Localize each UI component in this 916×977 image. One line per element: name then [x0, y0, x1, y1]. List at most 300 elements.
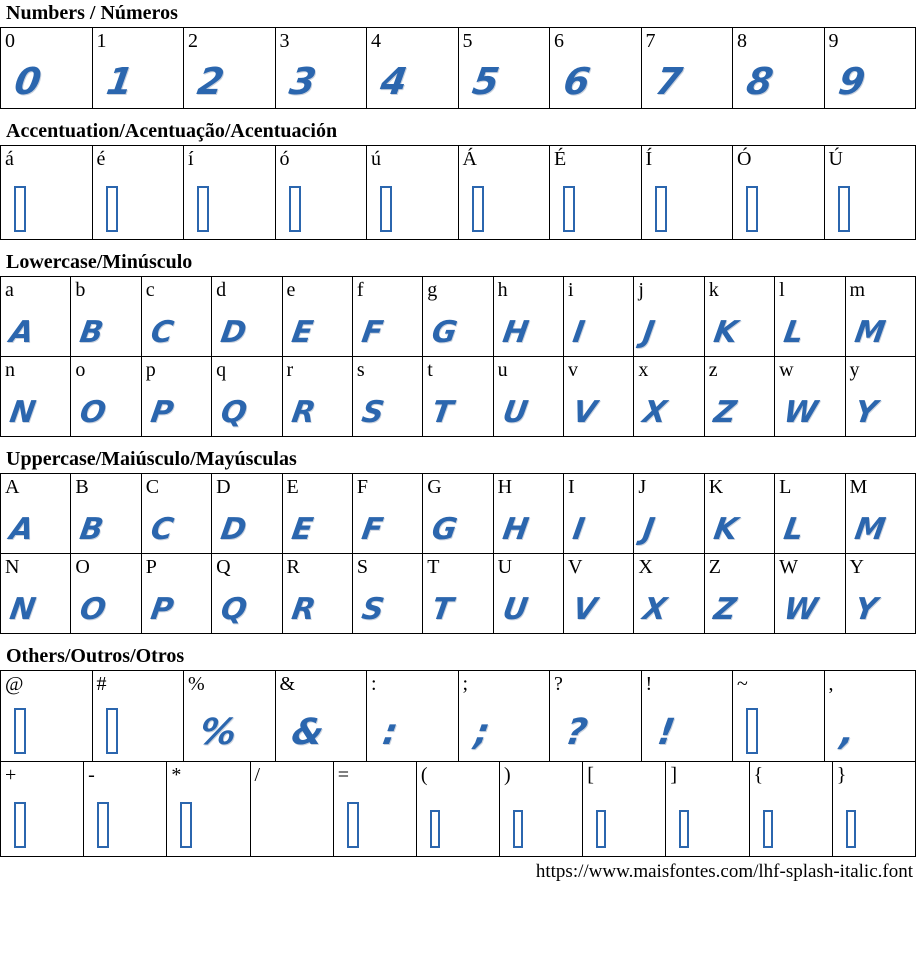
char-cell: [775, 357, 845, 437]
char-label: O: [75, 555, 89, 579]
missing-glyph-box: [347, 802, 359, 848]
char-cell: [142, 277, 212, 357]
char-label: U: [498, 555, 512, 579]
char-label: F: [357, 475, 368, 499]
missing-glyph-box: [14, 708, 26, 754]
missing-glyph-box: [763, 810, 773, 848]
char-glyph: S: [359, 398, 385, 428]
char-label: e: [287, 278, 296, 302]
char-cell: [353, 474, 423, 554]
char-label: -: [88, 763, 95, 787]
char-cell: [1, 474, 71, 554]
char-cell: [750, 762, 833, 857]
char-glyph: 4: [378, 63, 410, 100]
char-label: p: [146, 358, 156, 382]
char-cell: [71, 554, 141, 634]
char-glyph: 9: [836, 63, 868, 100]
char-label: i: [568, 278, 574, 302]
char-label: 6: [554, 29, 564, 53]
char-cell: [184, 146, 276, 240]
char-row: [1, 357, 916, 437]
char-label: f: [357, 278, 364, 302]
char-cell: [775, 277, 845, 357]
char-label: W: [779, 555, 798, 579]
char-glyph: 3: [287, 63, 319, 100]
char-glyph: G: [430, 318, 459, 348]
char-label: l: [779, 278, 785, 302]
char-glyph: N: [8, 595, 38, 625]
char-label: é: [97, 147, 106, 171]
char-label: ,: [829, 672, 834, 696]
char-label: s: [357, 358, 365, 382]
char-label: Ú: [829, 147, 843, 171]
char-cell: [494, 554, 564, 634]
char-label: z: [709, 358, 718, 382]
char-cell: [276, 28, 368, 109]
char-label: V: [568, 555, 582, 579]
char-cell: [550, 671, 642, 762]
char-cell: [353, 277, 423, 357]
char-cell: [417, 762, 500, 857]
char-label: v: [568, 358, 578, 382]
char-cell: [634, 474, 704, 554]
char-cell: [550, 146, 642, 240]
char-cell: [367, 28, 459, 109]
char-cell: [71, 357, 141, 437]
char-cell: [1, 28, 93, 109]
char-glyph: E: [289, 318, 314, 348]
char-glyph: E: [289, 515, 314, 545]
char-label: T: [427, 555, 439, 579]
char-cell: [142, 554, 212, 634]
char-cell: [84, 762, 167, 857]
char-glyph: D: [219, 318, 249, 348]
section-numbers: [0, 2, 916, 109]
char-cell: [212, 474, 282, 554]
char-cell: [1, 357, 71, 437]
char-label: %: [188, 672, 205, 696]
char-glyph: T: [430, 398, 455, 428]
char-label: y: [850, 358, 860, 382]
char-cell: [733, 28, 825, 109]
char-label: b: [75, 278, 85, 302]
char-label: 1: [97, 29, 107, 53]
missing-glyph-box: [14, 802, 26, 848]
char-glyph: K: [711, 318, 739, 348]
missing-glyph-box: [106, 708, 118, 754]
char-label: w: [779, 358, 793, 382]
char-cell: [775, 474, 845, 554]
glyph-table-lowercase: [0, 276, 916, 437]
char-label: É: [554, 147, 566, 171]
char-glyph: Q: [219, 398, 249, 428]
section-title-numbers: Numbers / Números: [6, 2, 916, 25]
char-label: &: [280, 672, 296, 696]
char-cell: [353, 357, 423, 437]
char-cell: [142, 474, 212, 554]
char-cell: [634, 357, 704, 437]
char-label: G: [427, 475, 441, 499]
char-label: D: [216, 475, 230, 499]
missing-glyph-box: [14, 186, 26, 232]
char-glyph: H: [500, 318, 530, 348]
char-cell: [93, 146, 185, 240]
char-cell: [500, 762, 583, 857]
section-others: [0, 645, 916, 857]
char-cell: [353, 554, 423, 634]
char-cell: [825, 28, 916, 109]
char-cell: [705, 474, 775, 554]
char-label: ó: [280, 147, 290, 171]
char-cell: [642, 28, 734, 109]
char-label: ]: [670, 763, 677, 787]
char-glyph: F: [359, 318, 384, 348]
char-glyph: R: [289, 595, 317, 625]
missing-glyph-box: [180, 802, 192, 848]
char-glyph: A: [8, 318, 36, 348]
char-cell: [459, 28, 551, 109]
char-label: á: [5, 147, 14, 171]
char-label: d: [216, 278, 226, 302]
char-cell: [634, 277, 704, 357]
char-cell: [93, 28, 185, 109]
char-cell: [423, 474, 493, 554]
char-label: K: [709, 475, 723, 499]
char-cell: [212, 357, 282, 437]
char-label: #: [97, 672, 107, 696]
char-label: 7: [646, 29, 656, 53]
section-title-others: Others/Outros/Otros: [6, 645, 916, 668]
char-row: [1, 554, 916, 634]
missing-glyph-box: [97, 802, 109, 848]
char-glyph: P: [148, 595, 175, 625]
char-glyph: 6: [561, 63, 593, 100]
char-cell: [583, 762, 666, 857]
missing-glyph-box: [563, 186, 575, 232]
char-label: P: [146, 555, 157, 579]
char-label: m: [850, 278, 866, 302]
char-cell: [1, 554, 71, 634]
char-label: N: [5, 555, 19, 579]
char-glyph: D: [219, 515, 249, 545]
char-cell: [825, 146, 916, 240]
char-cell: [705, 554, 775, 634]
char-label: I: [568, 475, 575, 499]
char-row: [1, 28, 916, 109]
char-glyph: U: [500, 398, 529, 428]
char-label: B: [75, 475, 88, 499]
char-label: í: [188, 147, 194, 171]
char-cell: [367, 146, 459, 240]
char-glyph: U: [500, 595, 529, 625]
missing-glyph-box: [472, 186, 484, 232]
char-cell: [459, 146, 551, 240]
char-cell: [1, 762, 84, 857]
missing-glyph-box: [289, 186, 301, 232]
char-glyph: 1: [104, 63, 136, 100]
char-label: *: [171, 763, 181, 787]
char-label: 2: [188, 29, 198, 53]
char-cell: [642, 146, 734, 240]
char-cell: [846, 277, 916, 357]
char-label: a: [5, 278, 14, 302]
char-label: }: [837, 763, 847, 787]
char-glyph: !: [655, 715, 677, 751]
missing-glyph-box: [838, 186, 850, 232]
char-cell: [423, 277, 493, 357]
char-cell: [775, 554, 845, 634]
glyph-table-uppercase: [0, 473, 916, 634]
char-cell: [167, 762, 250, 857]
missing-glyph-box: [513, 810, 523, 848]
char-cell: [283, 277, 353, 357]
char-label: g: [427, 278, 437, 302]
char-glyph: ?: [563, 715, 590, 751]
char-glyph: T: [430, 595, 455, 625]
char-label: h: [498, 278, 508, 302]
char-cell: [846, 357, 916, 437]
char-label: o: [75, 358, 85, 382]
char-label: [: [587, 763, 594, 787]
char-glyph: N: [8, 398, 38, 428]
char-cell: [550, 28, 642, 109]
char-glyph: J: [641, 318, 657, 348]
missing-glyph-box: [596, 810, 606, 848]
char-cell: [733, 146, 825, 240]
char-cell: [459, 671, 551, 762]
char-glyph: :: [380, 715, 400, 751]
char-row: [1, 671, 916, 762]
char-glyph: Y: [852, 398, 878, 428]
char-cell: [494, 474, 564, 554]
char-label: Á: [463, 147, 477, 171]
char-glyph: R: [289, 398, 317, 428]
char-glyph: L: [782, 515, 806, 545]
char-glyph: B: [78, 515, 106, 545]
char-cell: [184, 671, 276, 762]
char-glyph: O: [78, 398, 108, 428]
char-glyph: ;: [472, 715, 492, 751]
char-cell: [833, 762, 916, 857]
char-glyph: V: [571, 398, 599, 428]
char-cell: [666, 762, 749, 857]
char-glyph: H: [500, 515, 530, 545]
char-label: X: [638, 555, 652, 579]
char-cell: [251, 762, 334, 857]
char-glyph: W: [782, 595, 820, 625]
char-glyph: 7: [653, 63, 685, 100]
char-label: ;: [463, 672, 469, 696]
char-cell: [825, 671, 916, 762]
char-label: Y: [850, 555, 864, 579]
char-cell: [494, 277, 564, 357]
section-lowercase: [0, 251, 916, 437]
char-glyph: Y: [852, 595, 878, 625]
char-cell: [276, 146, 368, 240]
char-cell: [334, 762, 417, 857]
char-label: Í: [646, 147, 653, 171]
char-glyph: Q: [219, 595, 249, 625]
char-glyph: W: [782, 398, 820, 428]
char-glyph: X: [641, 398, 669, 428]
char-cell: [846, 474, 916, 554]
char-label: j: [638, 278, 644, 302]
char-label: 9: [829, 29, 839, 53]
char-label: H: [498, 475, 512, 499]
char-glyph: Z: [711, 595, 738, 625]
char-cell: [564, 554, 634, 634]
char-glyph: S: [359, 595, 385, 625]
glyph-table-others: [0, 670, 916, 857]
char-cell: [184, 28, 276, 109]
char-cell: [212, 554, 282, 634]
char-glyph: K: [711, 515, 739, 545]
missing-glyph-box: [846, 810, 856, 848]
char-glyph: X: [641, 595, 669, 625]
missing-glyph-box: [430, 810, 440, 848]
char-cell: [283, 474, 353, 554]
char-cell: [1, 277, 71, 357]
char-label: (: [421, 763, 428, 787]
char-label: A: [5, 475, 19, 499]
char-glyph: M: [852, 515, 887, 545]
char-label: E: [287, 475, 299, 499]
char-row: [1, 146, 916, 240]
char-label: c: [146, 278, 155, 302]
char-label: S: [357, 555, 368, 579]
char-glyph: 0: [12, 63, 44, 100]
char-cell: [564, 474, 634, 554]
char-glyph: I: [571, 318, 587, 348]
char-cell: [283, 554, 353, 634]
char-glyph: L: [782, 318, 806, 348]
missing-glyph-box: [746, 708, 758, 754]
section-accentuation: [0, 120, 916, 240]
char-cell: [705, 357, 775, 437]
char-label: {: [754, 763, 764, 787]
char-cell: [642, 671, 734, 762]
char-label: n: [5, 358, 15, 382]
char-label: Z: [709, 555, 721, 579]
section-title-uppercase: Uppercase/Maiúsculo/Mayúsculas: [6, 448, 916, 471]
char-label: J: [638, 475, 646, 499]
char-glyph: J: [641, 515, 657, 545]
missing-glyph-box: [197, 186, 209, 232]
char-glyph: &: [289, 715, 326, 751]
char-cell: [71, 277, 141, 357]
char-label: =: [338, 763, 349, 787]
char-label: L: [779, 475, 791, 499]
char-row: [1, 277, 916, 357]
missing-glyph-box: [106, 186, 118, 232]
char-label: u: [498, 358, 508, 382]
char-label: ?: [554, 672, 563, 696]
char-label: !: [646, 672, 653, 696]
char-label: ): [504, 763, 511, 787]
char-glyph: %: [197, 715, 239, 751]
char-glyph: ,: [838, 715, 857, 751]
footer: [0, 860, 916, 884]
char-cell: [846, 554, 916, 634]
char-label: R: [287, 555, 300, 579]
char-glyph: V: [571, 595, 599, 625]
char-cell: [142, 357, 212, 437]
char-glyph: 2: [195, 63, 227, 100]
char-label: :: [371, 672, 377, 696]
section-title-accentuation: Accentuation/Acentuação/Acentuación: [6, 120, 916, 143]
char-glyph: B: [78, 318, 106, 348]
char-row: [1, 762, 916, 857]
char-cell: [1, 671, 93, 762]
char-row: [1, 474, 916, 554]
char-cell: [1, 146, 93, 240]
char-label: 3: [280, 29, 290, 53]
char-cell: [93, 671, 185, 762]
char-glyph: I: [571, 515, 587, 545]
char-label: t: [427, 358, 433, 382]
char-label: /: [255, 763, 261, 787]
char-cell: [494, 357, 564, 437]
char-glyph: P: [148, 398, 175, 428]
footer-url[interactable]: https://www.maisfontes.com/lhf-splash-italic.font: [536, 861, 913, 882]
missing-glyph-box: [655, 186, 667, 232]
char-label: Q: [216, 555, 230, 579]
char-cell: [733, 671, 825, 762]
char-label: 4: [371, 29, 381, 53]
char-label: k: [709, 278, 719, 302]
char-cell: [634, 554, 704, 634]
char-label: x: [638, 358, 648, 382]
char-cell: [564, 357, 634, 437]
char-label: Ó: [737, 147, 751, 171]
char-glyph: O: [78, 595, 108, 625]
char-label: M: [850, 475, 868, 499]
char-cell: [283, 357, 353, 437]
char-glyph: Z: [711, 398, 738, 428]
font-specimen-page: [0, 2, 916, 884]
char-label: 0: [5, 29, 15, 53]
section-uppercase: [0, 448, 916, 634]
char-cell: [212, 277, 282, 357]
char-label: C: [146, 475, 159, 499]
char-glyph: C: [148, 515, 175, 545]
char-label: q: [216, 358, 226, 382]
glyph-table-accentuation: [0, 145, 916, 240]
char-label: ~: [737, 672, 748, 696]
char-cell: [367, 671, 459, 762]
char-glyph: G: [430, 515, 459, 545]
char-cell: [423, 357, 493, 437]
char-label: ú: [371, 147, 381, 171]
char-cell: [705, 277, 775, 357]
char-label: @: [5, 672, 23, 696]
missing-glyph-box: [746, 186, 758, 232]
char-glyph: 5: [470, 63, 502, 100]
char-cell: [276, 671, 368, 762]
char-cell: [564, 277, 634, 357]
char-glyph: F: [359, 515, 384, 545]
section-title-lowercase: Lowercase/Minúsculo: [6, 251, 916, 274]
char-glyph: C: [148, 318, 175, 348]
char-cell: [71, 474, 141, 554]
missing-glyph-box: [679, 810, 689, 848]
glyph-table-numbers: [0, 27, 916, 109]
missing-glyph-box: [380, 186, 392, 232]
char-glyph: A: [8, 515, 36, 545]
char-label: 5: [463, 29, 473, 53]
char-glyph: M: [852, 318, 887, 348]
char-label: r: [287, 358, 294, 382]
